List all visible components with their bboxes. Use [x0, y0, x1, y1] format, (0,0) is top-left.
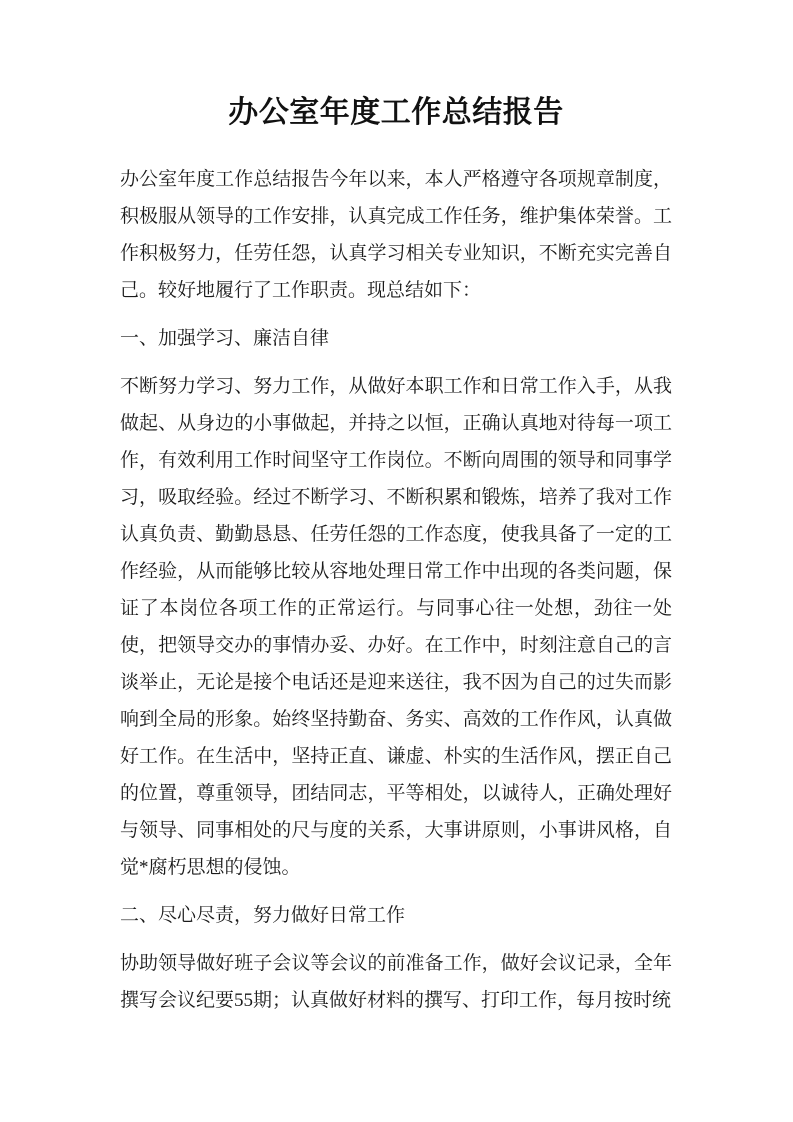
section-heading-1: 一、加强学习、廉洁自律	[120, 328, 330, 349]
paragraph-intro: 办公室年度工作总结报告今年以来，本人严格遵守各项规章制度，积极服从领导的工作安排，认真完成工作任务，维护集体荣誉。工作积极努力，任劳任怨，认真学习相关专业知识，不断充实完善自己。较好地履行了工作职责。现总结如下：	[120, 169, 672, 301]
document-title: 办公室年度工作总结报告	[228, 96, 564, 129]
paragraph-section-1: 不断努力学习、努力工作，从做好本职工作和日常工作入手，从我做起、从身边的小事做起，并持之以恒，正确认真地对待每一项工作，有效利用工作时间坚守工作岗位。不断向周围的领导和同事学习，吸取经验。经过不断学习、不断积累和锻炼，培养了我对工作认真负责、勤勤恳恳、任劳任怨的工作态度，使我具备了一定的工作经验，从而能够比较从容地处理日常工作中出现的各类问题，保证了本岗位各项工作的正常运行。与同事心往一处想，劲往一处使，把领导交办的事情办妥、办好。在工作中，时刻注意自己的言谈举止，无论是接个电话还是迎来送往，我不因为自己的过失而影响到全局的形象。始终坚持勤奋、务实、高效的工作作风，认真做好工作。在生活中，坚持正直、谦虚、朴实的生活作风，摆正自己的位置，尊重领导，团结同志，平等相处，以诚待人，正确处理好与领导、同事相处的尺与度的关系，大事讲原则，小事讲风格，自觉*腐朽思想的侵蚀。	[120, 376, 672, 878]
paragraph-section-2: 协助领导做好班子会议等会议的前准备工作，做好会议记录，全年撰写会议纪要55期；认真做好材料的撰写、打印工作，每月按时统	[120, 953, 672, 1011]
section-heading-2: 二、尽心尽责，努力做好日常工作	[120, 905, 406, 926]
